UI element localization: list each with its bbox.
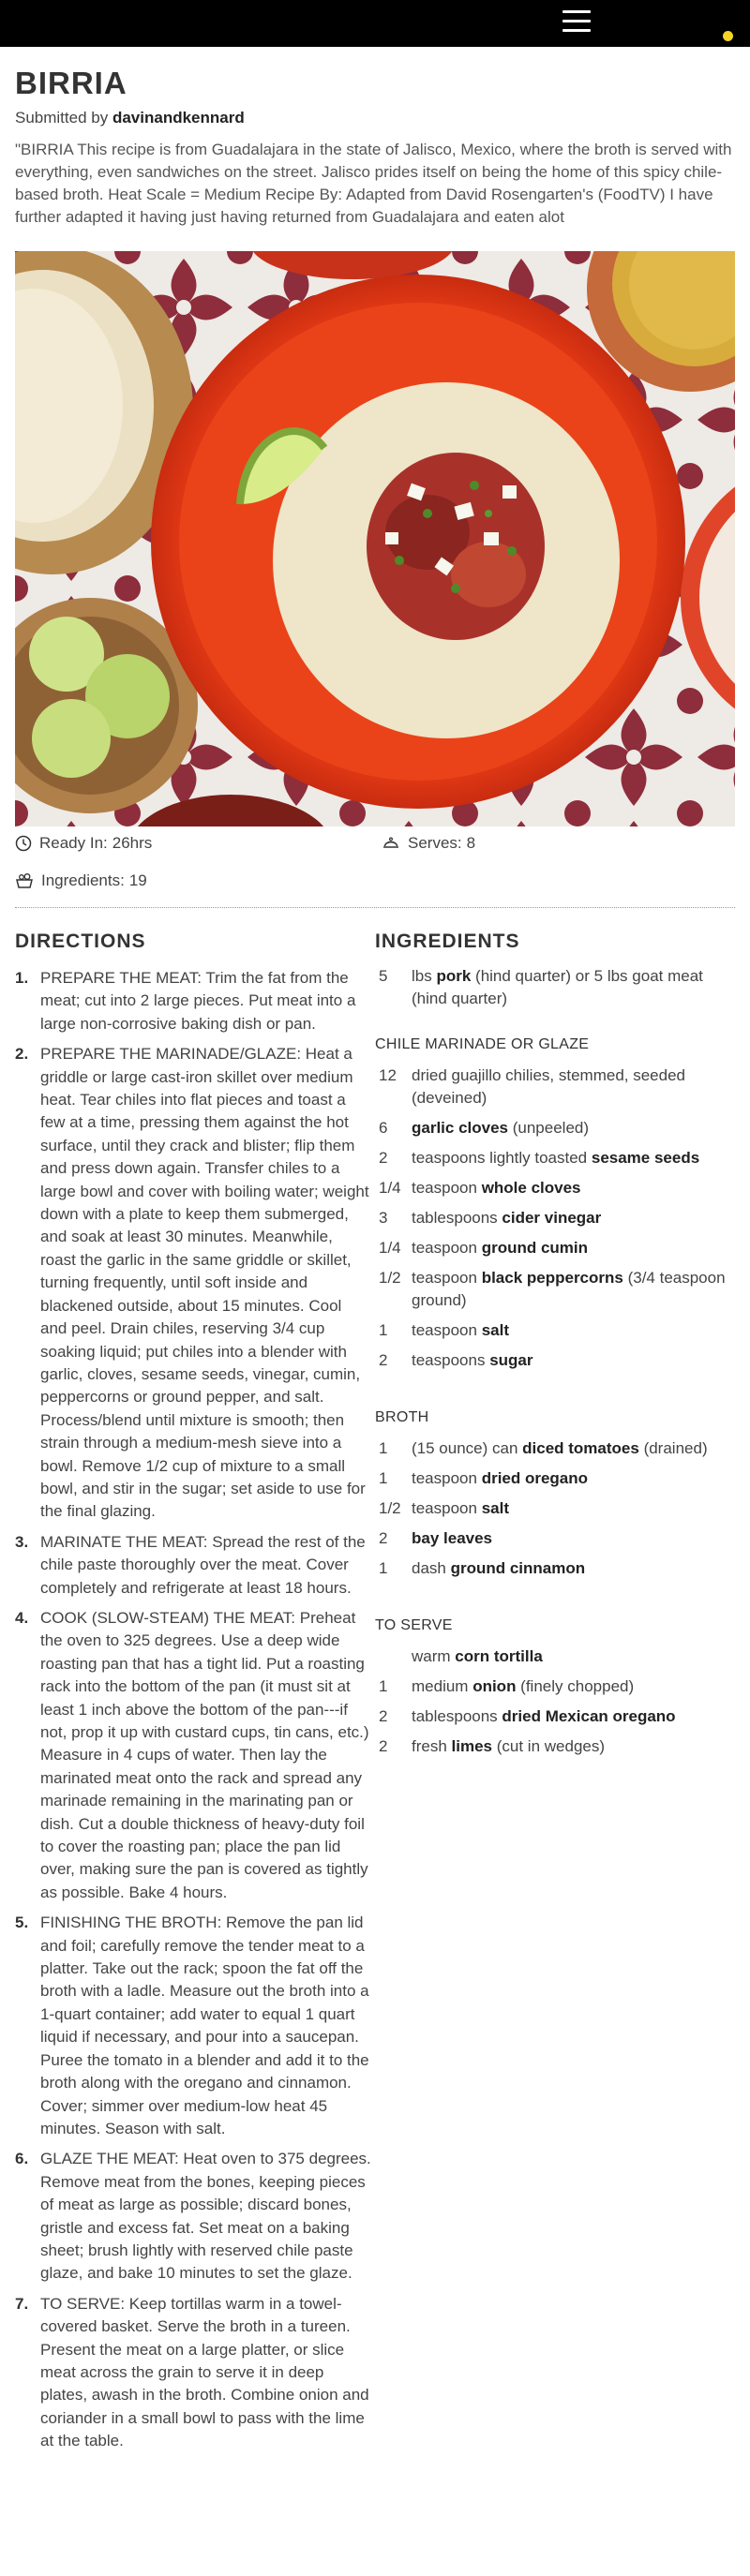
hamburger-menu-icon[interactable] [561, 7, 592, 37]
ingredient-link[interactable]: black peppercorns [481, 1269, 623, 1287]
ingredient-note: (unpeeled) [508, 1119, 590, 1137]
ingredient-text: (15 ounce) can [412, 1439, 523, 1457]
ingredient-quantity: 2 [379, 1529, 388, 1547]
ingredient-note: (drained) [638, 1439, 708, 1457]
ingredient-quantity: 1/4 [379, 1239, 401, 1257]
ingredients-list [375, 965, 736, 1765]
ingredient-link[interactable]: sesame seeds [591, 1149, 700, 1167]
ingredient-text: teaspoons [412, 1351, 490, 1369]
ingredient-quantity: 1 [379, 1559, 388, 1577]
step-number: 3. [15, 1532, 29, 1551]
ingredient-text: teaspoon [412, 1469, 482, 1487]
step-text: PREPARE THE MARINADE/GLAZE: Heat a griddle or large cast-iron skillet over medium heat. Tear chiles into flat pieces and toast a few at a time, pressing them against the hot surface, until they crack and blister; flip them and press down again. Transfer chiles to a large bowl and cover with boiling water; weight down with a plate to keep them submerged, and soak at least 30 minutes. Meanwhile, roast the garlic in the same griddle or skillet, turning frequently, until soft inside and blackened outside, about 15 minutes. Cool and peel. Drain chiles, reserving 3/4 cup soaking liquid; put chiles into a blender with garlic, cloves, sesame seeds, vinegar, cumin, peppercorns or ground pepper, and salt. Process/blend until mixture is smooth; then strain through a medium-mesh sieve into a bowl. Remove 1/2 cup of mixture to a small bowl, and stir in the sugar; set aside to use for the final glazing. [40, 1045, 369, 1521]
ingredient-text: warm [412, 1647, 456, 1665]
ingredient-quantity: 2 [379, 1737, 388, 1755]
ingredient-item [375, 1207, 736, 1229]
ingredient-description [412, 1237, 588, 1259]
ingredient-quantity: 1/2 [379, 1269, 401, 1287]
ingredient-quantity: 2 [379, 1707, 388, 1725]
ingredient-link[interactable]: ground cinnamon [450, 1559, 586, 1577]
ingredients-heading: INGREDIENTS [375, 931, 520, 952]
direction-step [15, 2148, 371, 2285]
ready-in-info [15, 834, 152, 853]
ingredient-item [375, 1735, 736, 1758]
ingredient-description [412, 1527, 492, 1550]
serves-info [382, 834, 475, 853]
step-text: MARINATE THE MEAT: Spread the rest of the chile paste thoroughly over the meat. Cover completely and refrigerate at least 18 hours. [40, 1532, 366, 1597]
ingredient-link[interactable]: sugar [489, 1351, 533, 1369]
ingredient-text: teaspoon [412, 1321, 482, 1339]
notification-dot-icon[interactable] [723, 31, 733, 41]
ingredient-text: dash [412, 1559, 451, 1577]
step-number: 2. [15, 1045, 29, 1064]
direction-step [15, 2293, 371, 2453]
menu-line [562, 20, 591, 22]
step-text: COOK (SLOW-STEAM) THE MEAT: Preheat the oven to 325 degrees. Use a deep wide roasting pan that has a tight lid. Put a roasting rack into the bottom of the pan (it must sit at least 1 inch above the bottom of the pan---if not, prop it up with custard cups, tin cans, etc.) Measure in 4 cups of water. Then lay the marinated meat onto the rack and spread any marinade remaining in the marinating pan or dish. Cut a double thickness of heavy-duty foil to cover the roasting pan; place the pan lid over, making sure the pan is covered as tightly as possible. Bake 4 hours. [40, 1608, 369, 1901]
ingredient-text: teaspoon [412, 1239, 482, 1257]
ingredients-value: 19 [128, 871, 147, 889]
ingredient-description [412, 1267, 736, 1312]
ingredient-description [412, 1675, 634, 1698]
ingredient-item [375, 1065, 736, 1109]
step-text: FINISHING THE BROTH: Remove the pan lid and foil; carefully remove the tender meat to a platter. Take out the rack; spoon the fat off the broth with a ladle. Measure out the broth into a 1-quart container; add water to equal 1 quart liquid if necessary, and pour into a saucepan. Puree the tomato in a blender and add it to the broth along with the oregano and cinnamon. Cover; simmer over medium-low heat 45 minutes. Season with salt. [40, 1913, 369, 2137]
ingredient-description [412, 1557, 585, 1580]
ingredient-description [412, 1147, 699, 1169]
ingredient-link[interactable]: dried Mexican oregano [502, 1707, 676, 1725]
ingredient-text: tablespoons [412, 1707, 502, 1725]
ingredient-quantity: 1/2 [379, 1499, 401, 1517]
step-number: 6. [15, 2150, 29, 2168]
clock-icon [15, 835, 32, 852]
serves-value: 8 [466, 834, 476, 852]
ingredient-quantity: 3 [379, 1209, 388, 1227]
serves-label: Serves: [408, 834, 462, 852]
step-number: 5. [15, 1913, 29, 1932]
ingredient-item [375, 1437, 736, 1460]
ingredient-item [375, 1705, 736, 1728]
direction-step [15, 967, 371, 1035]
recipe-description: "BIRRIA This recipe is from Guadalajara in the state of Jalisco, Mexico, where the broth is served with everything, even sandwiches on the street. Jalisco prides itself on being the home of this spicy chile-based broth. Heat Scale = Medium Recipe By: Adapted from David Rosengarten's (FoodTV) I have further adapted it having just having returned from Guadalajara and eaten alot [15, 141, 732, 226]
ingredient-description [412, 1705, 676, 1728]
ingredient-item [375, 1467, 736, 1490]
ingredient-text: lbs [412, 967, 437, 985]
ingredient-link[interactable]: salt [481, 1321, 509, 1339]
tacos-photo-illustration [15, 251, 735, 826]
ingredient-text: teaspoon [412, 1179, 482, 1197]
ingredient-quantity: 1 [379, 1439, 388, 1457]
step-number: 4. [15, 1608, 29, 1627]
ingredient-description [412, 1319, 509, 1342]
ingredient-group-title: BROTH [375, 1409, 429, 1425]
ingredient-item [375, 1527, 736, 1550]
ingredient-link[interactable]: ground cumin [481, 1239, 589, 1257]
ingredient-text: teaspoon [412, 1269, 482, 1287]
ingredient-text: teaspoon [412, 1499, 482, 1517]
ingredient-quantity: 2 [379, 1149, 388, 1167]
submitted-by [15, 109, 245, 127]
ingredient-text: dried guajillo chilies, stemmed, seeded (deveined) [412, 1066, 685, 1107]
ingredient-description [412, 1645, 543, 1668]
ingredient-item [375, 1237, 736, 1259]
ingredient-quantity: 1 [379, 1677, 388, 1695]
direction-step [15, 1607, 371, 1904]
ingredient-description [412, 1065, 736, 1109]
ingredient-text: tablespoons [412, 1209, 502, 1227]
ingredient-description [412, 1467, 588, 1490]
ingredient-quantity: 12 [379, 1066, 397, 1084]
ingredient-link[interactable]: dried oregano [481, 1469, 589, 1487]
ingredient-link[interactable]: garlic cloves [412, 1119, 509, 1137]
ingredient-quantity: 1 [379, 1321, 388, 1339]
ready-in-value: 26hrs [112, 834, 153, 852]
ready-in-label: Ready In: [39, 834, 108, 852]
ingredient-description [412, 1349, 532, 1372]
ingredient-note: (3/4 teaspoon ground) [412, 1269, 726, 1309]
ingredient-link[interactable]: corn tortilla [455, 1647, 543, 1665]
ingredient-text: teaspoons lightly toasted [412, 1149, 592, 1167]
menu-line [562, 10, 591, 13]
ingredient-description [412, 1207, 601, 1229]
ingredient-note: (finely chopped) [516, 1677, 635, 1695]
ingredient-link[interactable]: cider vinegar [502, 1209, 602, 1227]
step-number: 7. [15, 2294, 29, 2313]
ingredient-quantity: 2 [379, 1351, 388, 1369]
ingredient-link[interactable]: whole cloves [481, 1179, 581, 1197]
ingredient-text: medium [412, 1677, 473, 1695]
ingredient-link[interactable]: pork [436, 967, 472, 985]
recipe-title: BIRRIA [15, 66, 128, 100]
ingredient-item [375, 1675, 736, 1698]
direction-step [15, 1531, 371, 1600]
directions-list [15, 967, 371, 2461]
direction-step [15, 1043, 371, 1524]
ingredient-item [375, 1177, 736, 1199]
ingredient-note: (cut in wedges) [492, 1737, 606, 1755]
ingredient-item [375, 1147, 736, 1169]
step-text: PREPARE THE MEAT: Trim the fat from the meat; cut into 2 large pieces. Put meat into a large non-corrosive baking dish or pan. [40, 969, 356, 1033]
ingredient-quantity: 1 [379, 1469, 388, 1487]
ingredient-description [412, 1497, 509, 1520]
ingredient-note: (hind quarter) or 5 lbs goat meat (hind quarter) [412, 967, 703, 1007]
ingredient-item [375, 1497, 736, 1520]
ingredient-item [375, 1319, 736, 1342]
ingredient-link[interactable]: salt [481, 1499, 509, 1517]
step-number: 1. [15, 969, 29, 987]
ingredient-link[interactable]: onion [472, 1677, 517, 1695]
ingredients-label: Ingredients: [41, 871, 125, 889]
ingredient-link[interactable]: diced tomatoes [522, 1439, 639, 1457]
ingredient-description [412, 1177, 581, 1199]
ingredient-quantity: 1/4 [379, 1179, 401, 1197]
author-link[interactable]: davinandkennard [112, 109, 245, 127]
top-navigation-bar [0, 0, 750, 47]
directions-heading: DIRECTIONS [15, 931, 146, 952]
ingredient-link[interactable]: limes [451, 1737, 493, 1755]
ingredient-description [412, 1437, 708, 1460]
ingredient-item [375, 965, 736, 1010]
ingredients-basket-icon [15, 872, 34, 889]
ingredient-item [375, 1349, 736, 1372]
submitted-prefix: Submitted by [15, 109, 109, 127]
ingredient-item [375, 1557, 736, 1580]
ingredient-item [375, 1267, 736, 1312]
ingredient-group-title: CHILE MARINADE OR GLAZE [375, 1036, 590, 1052]
step-text: TO SERVE: Keep tortillas warm in a towel-covered basket. Serve the broth in a tureen. Present the meat on a large platter, or slice meat across the grain to serve it in deep plates, awash in the broth. Combine onion and coriander in a small bowl to pass with the lime at the table. [40, 2294, 369, 2450]
ingredient-quantity: 6 [379, 1119, 388, 1137]
ingredient-quantity: 5 [379, 967, 388, 985]
ingredient-description [412, 1117, 589, 1139]
direction-step [15, 1912, 371, 2140]
ingredient-text: fresh [412, 1737, 452, 1755]
menu-line [562, 29, 591, 32]
section-divider [15, 907, 735, 908]
step-text: GLAZE THE MEAT: Heat oven to 375 degrees. Remove meat from the bones, keeping pieces of meat as large as possible; discard bones, gristle and excess fat. Set meat on a baking sheet; brush lightly with reserved chile paste glaze, and bake 10 minutes to set the glaze. [40, 2150, 371, 2283]
ingredient-item [375, 1117, 736, 1139]
ingredient-item [375, 1645, 736, 1668]
ingredient-link[interactable]: bay leaves [412, 1529, 493, 1547]
ingredient-description [412, 965, 736, 1010]
ingredient-description [412, 1735, 605, 1758]
serving-dish-icon [382, 835, 400, 852]
recipe-hero-image [15, 251, 735, 826]
ingredient-group-title: TO SERVE [375, 1617, 453, 1633]
ingredient-count-info [15, 871, 147, 890]
